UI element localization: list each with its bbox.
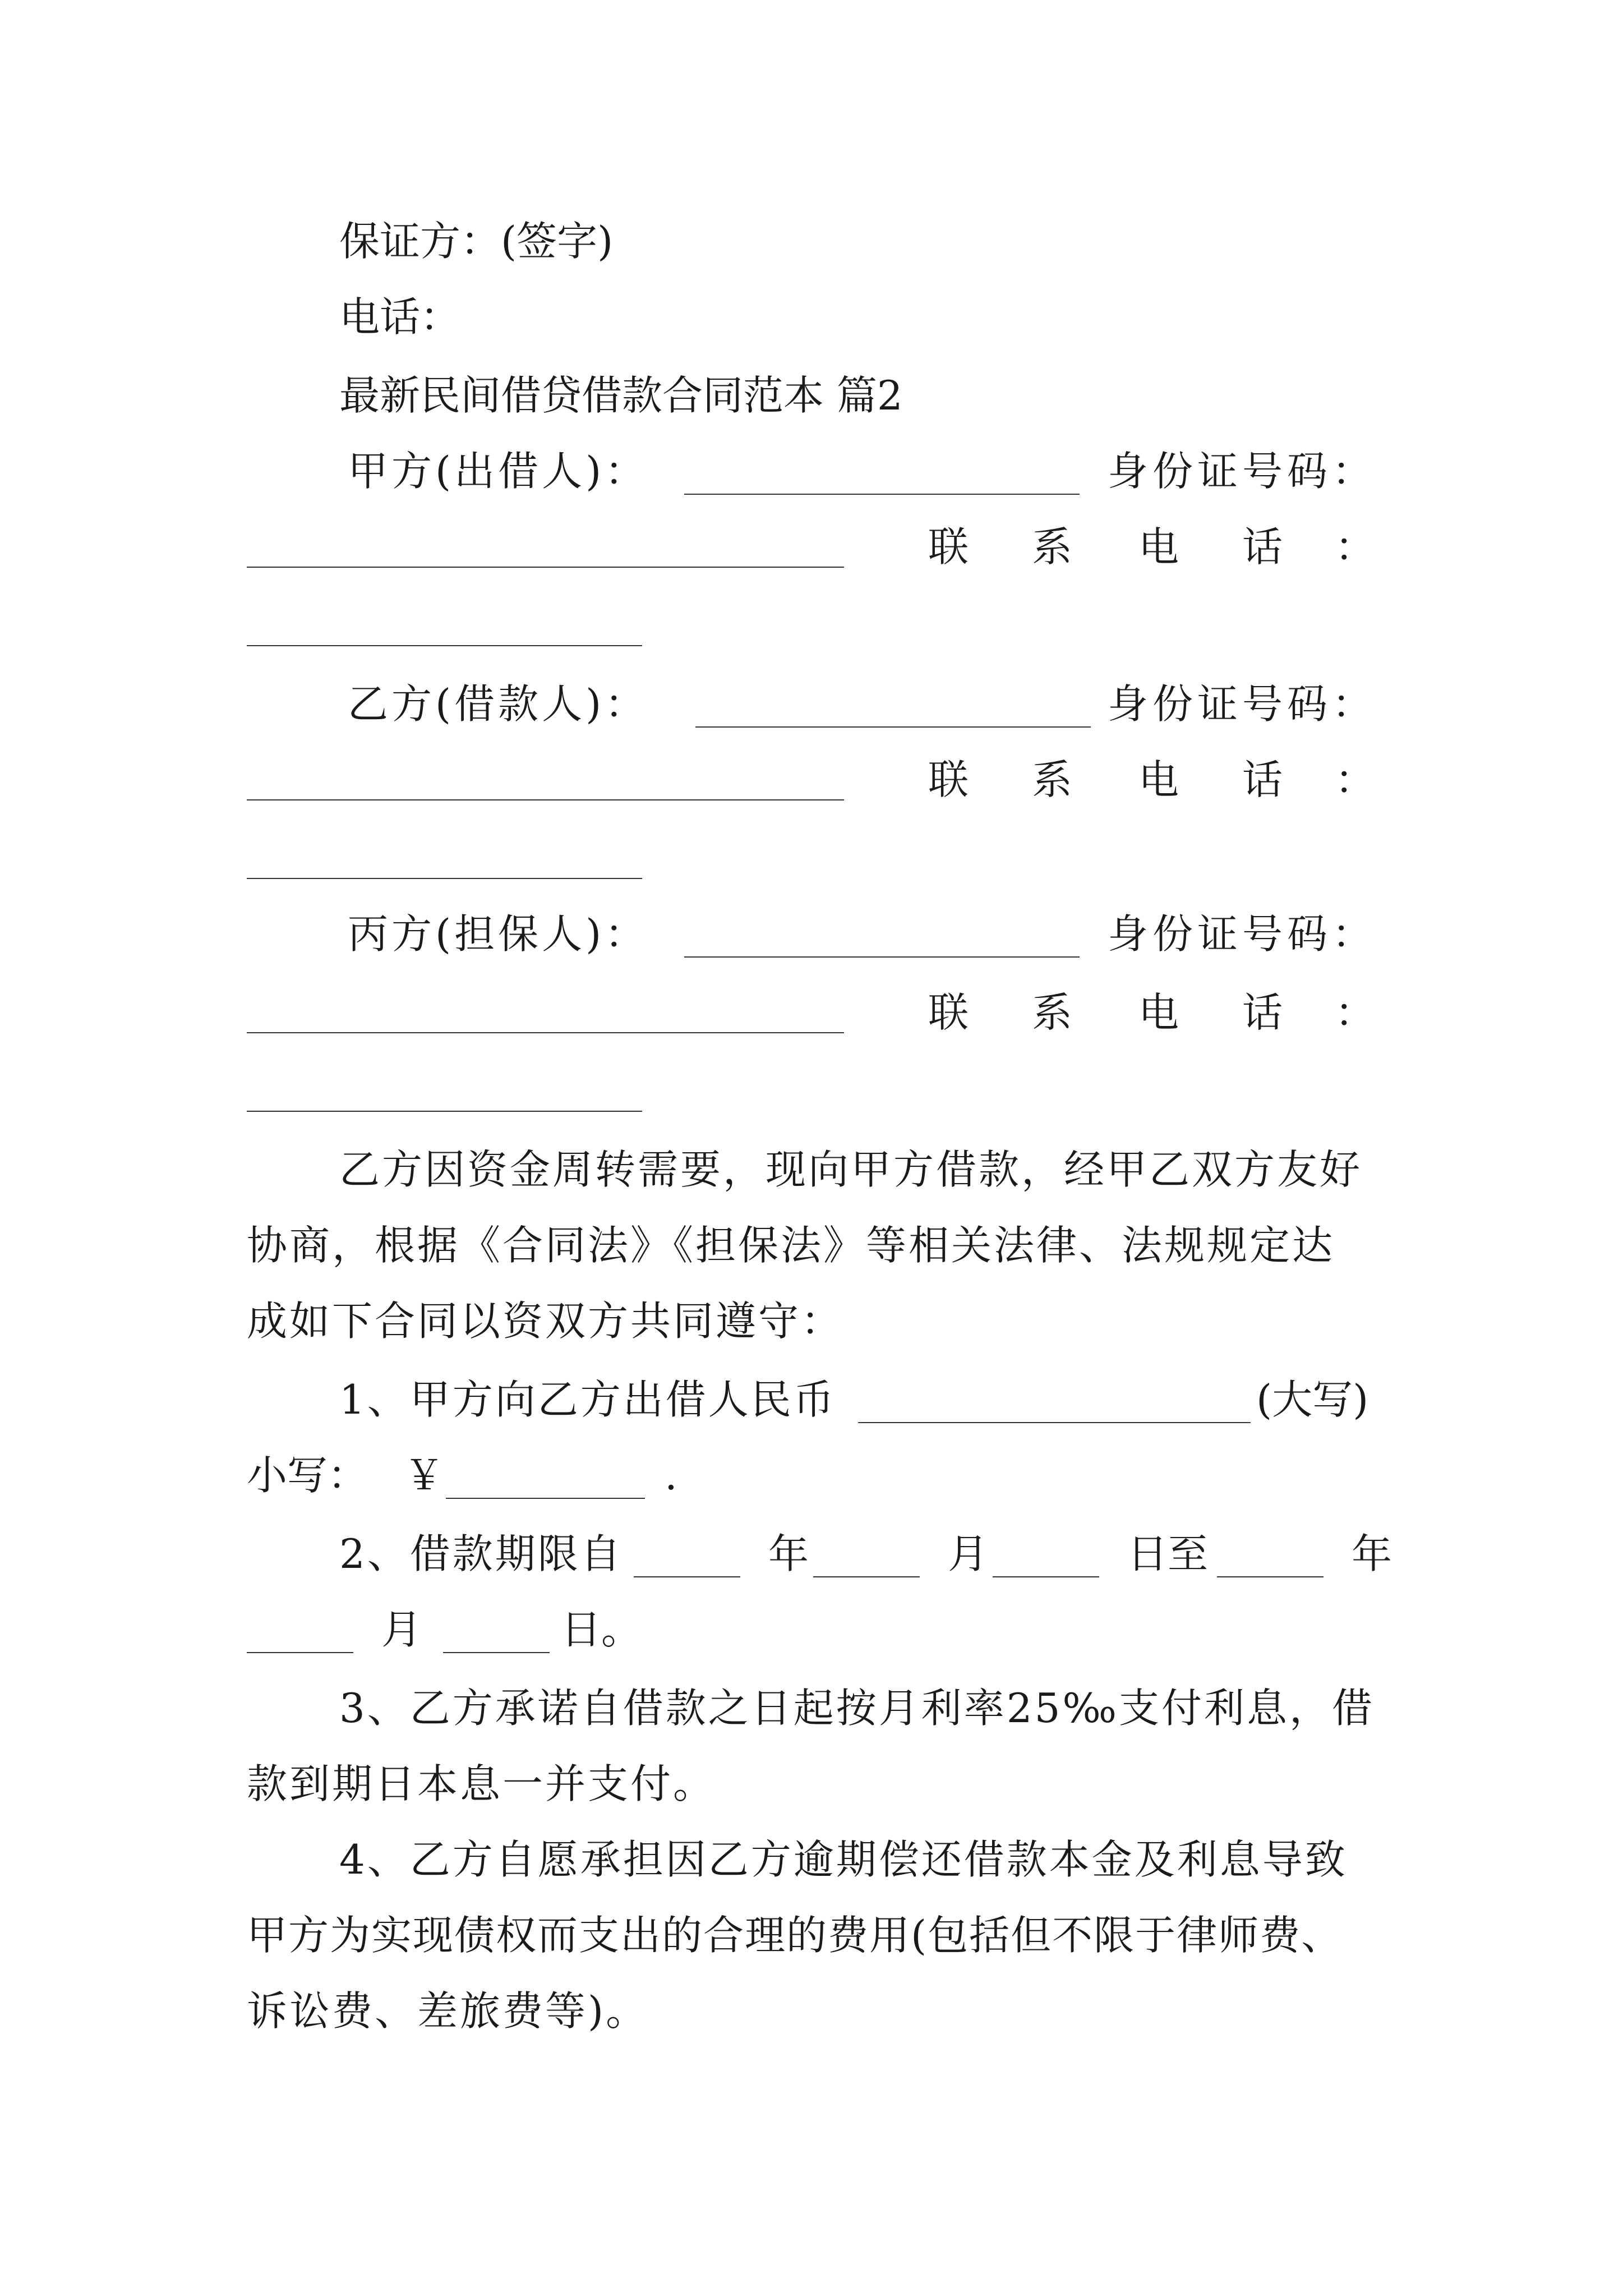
- party-b-name-blank[interactable]: [695, 726, 1091, 728]
- clause-4-line-3: 诉讼费、差旅费等)。: [247, 1987, 649, 2035]
- clause-2-month-2: 月: [381, 1606, 422, 1653]
- clause-2-end-month-blank[interactable]: [247, 1652, 353, 1653]
- party-c-id-blank[interactable]: [247, 1032, 844, 1033]
- party-c-contact-char-2: 系: [1032, 989, 1073, 1036]
- clause-4-line-2: 甲方为实现债权而支出的合理的费用(包括但不限于律师费、: [247, 1912, 1343, 1959]
- party-c-role: 丙方(担保人)：: [348, 910, 649, 958]
- section-title: 最新民间借贷借款合同范本 篇2: [339, 372, 903, 419]
- party-c-contact-char-4: 话: [1242, 989, 1283, 1036]
- clause-3-line-2: 款到期日本息一并支付。: [247, 1760, 716, 1807]
- party-a-contact-char-1: 联: [928, 523, 969, 570]
- party-a-contact-char-2: 系: [1032, 523, 1073, 570]
- party-a-contact-char-4: 话: [1242, 523, 1283, 570]
- party-a-phone-blank[interactable]: [247, 645, 642, 646]
- clause-2-year-1: 年: [768, 1530, 809, 1577]
- party-c-contact-char-5: ：: [1335, 989, 1376, 1036]
- party-a-contact-char-5: ：: [1335, 523, 1376, 570]
- clause-1-period: .: [665, 1452, 677, 1499]
- party-c-phone-blank[interactable]: [247, 1111, 642, 1112]
- clause-1-amount-words-blank[interactable]: [858, 1422, 1251, 1423]
- party-b-contact-char-3: 电: [1138, 756, 1179, 803]
- signature-hint: (签字): [501, 218, 614, 265]
- clause-2-end-year-blank[interactable]: [1217, 1576, 1324, 1577]
- guarantor-label: 保证方：: [339, 218, 501, 265]
- party-a-role: 甲方(出借人)：: [348, 448, 649, 495]
- clause-1-amount-figures-blank[interactable]: [446, 1498, 645, 1499]
- intro-line-1: 乙方因资金周转需要，现向甲方借款，经甲乙双方友好: [339, 1146, 1363, 1193]
- party-b-id-label: 身份证号码：: [1108, 680, 1377, 728]
- clause-2-month-1: 月: [948, 1530, 989, 1577]
- party-b-role: 乙方(借款人)：: [348, 680, 649, 728]
- phone-label: 电话：: [339, 293, 461, 341]
- clause-2-start-month-blank[interactable]: [813, 1576, 920, 1577]
- party-a-id-blank[interactable]: [247, 567, 844, 568]
- clause-1-suffix: (大写): [1256, 1376, 1369, 1423]
- party-a-id-label: 身份证号码：: [1108, 448, 1377, 495]
- clause-1-small-label: 小写：: [247, 1452, 368, 1499]
- clause-2-end-day-blank[interactable]: [443, 1652, 550, 1653]
- party-b-contact-char-2: 系: [1032, 756, 1073, 803]
- clause-2-day-end: 日。: [561, 1606, 642, 1653]
- party-a-contact-char-3: 电: [1138, 523, 1179, 570]
- party-c-contact-char-1: 联: [928, 989, 969, 1036]
- party-b-contact-char-1: 联: [928, 756, 969, 803]
- clause-2-start-year-blank[interactable]: [634, 1576, 740, 1577]
- clause-4-line-1: 4、乙方自愿承担因乙方逾期偿还借款本金及利息导致: [339, 1836, 1348, 1883]
- party-b-contact-char-4: 话: [1242, 756, 1283, 803]
- clause-2-year-2: 年: [1352, 1530, 1393, 1577]
- clause-2-start-day-blank[interactable]: [993, 1576, 1099, 1577]
- intro-line-2: 协商，根据《合同法》《担保法》等相关法律、法规规定达: [247, 1222, 1335, 1269]
- party-c-name-blank[interactable]: [684, 956, 1080, 958]
- currency-symbol: ￥: [404, 1452, 445, 1499]
- party-c-contact-char-3: 电: [1138, 989, 1179, 1036]
- party-b-phone-blank[interactable]: [247, 878, 642, 879]
- clause-1-prefix: 1、甲方向乙方出借人民币: [339, 1376, 836, 1423]
- party-a-name-blank[interactable]: [684, 494, 1080, 495]
- intro-line-3: 成如下合同以资双方共同遵守：: [247, 1297, 844, 1345]
- party-b-contact-char-5: ：: [1335, 756, 1376, 803]
- guarantor-signature-line: [339, 213, 613, 269]
- clause-3-line-1: 3、乙方承诺自借款之日起按月利率25‰支付利息，借: [339, 1685, 1375, 1732]
- clause-2-day-to: 日至: [1127, 1530, 1209, 1577]
- clause-2-prefix: 2、借款期限自: [339, 1530, 623, 1577]
- party-b-id-blank[interactable]: [247, 799, 844, 800]
- party-c-id-label: 身份证号码：: [1108, 910, 1377, 958]
